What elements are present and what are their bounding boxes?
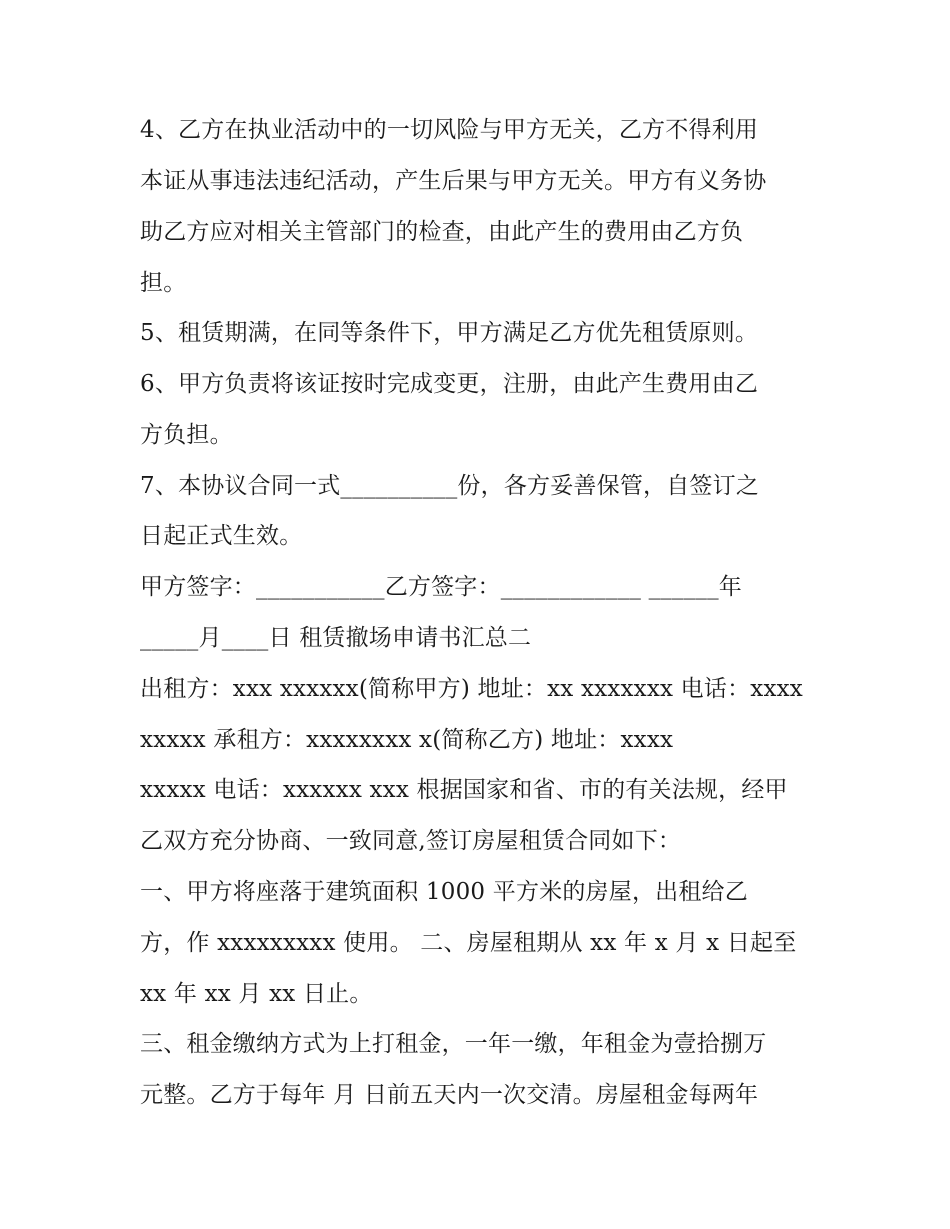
preamble-line: 乙双方充分协商、一致同意,签订房屋租赁合同如下： <box>140 828 682 854</box>
clause-5-line: 5、租赁期满，在同等条件下，甲方满足乙方优先租赁原则。 <box>140 320 759 346</box>
article-2-end-line: xx 年 xx 月 xx 日止。 <box>140 981 373 1007</box>
clause-7-line-1: 7、本协议合同一式__________份，各方妥善保管，自签订之 <box>140 473 760 499</box>
date-and-section-title: _____月____日 租赁撤场申请书汇总二 <box>140 625 532 651</box>
clause-4-line-3: 助乙方应对相关主管部门的检查，由此产生的费用由乙方负 <box>140 219 744 245</box>
clause-6-line-1: 6、甲方负责将该证按时完成变更，注册，由此产生费用由乙 <box>140 371 759 397</box>
clause-4-line-1: 4、乙方在执业活动中的一切风险与甲方无关，乙方不得利用 <box>140 117 759 143</box>
parties-line-2: xxxxx 承租方：xxxxxxxx x(简称乙方) 地址：xxxx <box>140 727 674 753</box>
clause-4-line-2: 本证从事违法违纪活动，产生后果与甲方无关。甲方有义务协 <box>140 168 767 194</box>
article-3-line-1: 三、租金缴纳方式为上打租金，一年一缴，年租金为壹拾捌万 <box>140 1031 767 1057</box>
clause-6-line-2: 方负担。 <box>140 422 233 448</box>
article-1-line-1: 一、甲方将座落于建筑面积 1000 平方米的房屋，出租给乙 <box>140 879 748 905</box>
article-1-2-line: 方，作 xxxxxxxxx 使用。 二、房屋租期从 xx 年 x 月 x 日起至 <box>140 930 797 956</box>
clause-7-line-2: 日起正式生效。 <box>140 523 303 549</box>
parties-line-1: 出租方：xxx xxxxxx(简称甲方) 地址：xx xxxxxxx 电话：xxxx <box>140 676 803 702</box>
article-3-line-2: 元整。乙方于每年 月 日前五天内一次交清。房屋租金每两年 <box>140 1082 759 1108</box>
signature-line: 甲方签字：___________乙方签字：____________ ______年 <box>140 574 743 600</box>
clause-4-line-4: 担。 <box>140 270 187 296</box>
parties-line-3: xxxxx 电话：xxxxxx xxx 根据国家和省、市的有关法规，经甲 <box>140 777 788 803</box>
